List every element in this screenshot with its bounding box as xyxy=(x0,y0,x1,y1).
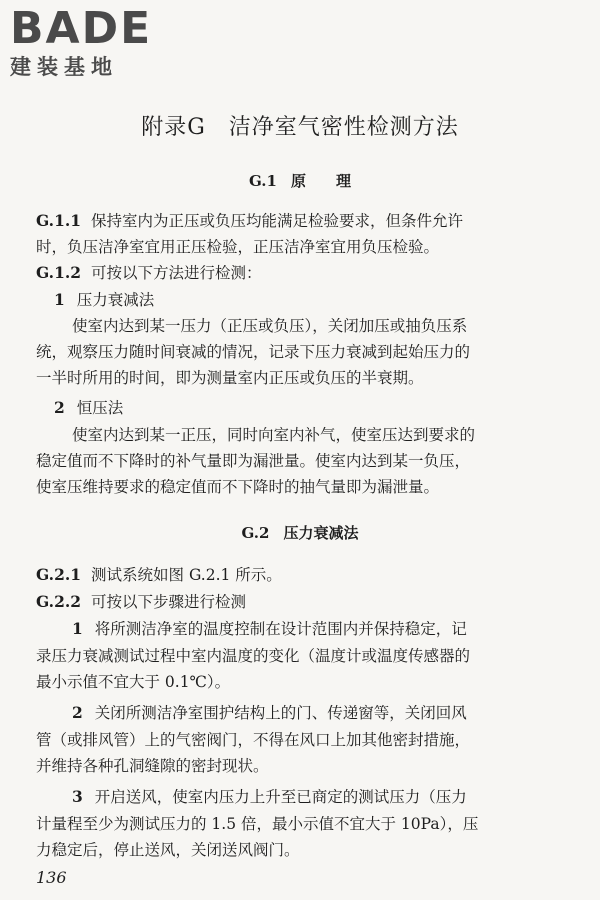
paragraph-line: 时，负压洁净室宜用正压检验，正压洁净室宜用负压检验。 xyxy=(36,238,440,256)
paragraph-line: 使室内达到某一压力（正压或负压），关闭加压或抽负压系 xyxy=(72,317,468,335)
paragraph-text: 可按以下步骤进行检测 xyxy=(91,593,247,611)
clause-g-1-2 xyxy=(36,260,570,286)
bade-logo xyxy=(10,3,153,80)
clause-number: G.2.2 xyxy=(36,592,82,611)
page-number: 136 xyxy=(36,868,67,887)
paragraph-line: 使室内达到某一正压，同时向室内补气，使室压达到要求的 xyxy=(72,426,476,444)
step-number: 3 xyxy=(72,787,83,806)
clause-g-1-1 xyxy=(36,208,570,234)
paragraph-line: 力稳定后，停止送风，关闭送风阀门。 xyxy=(36,841,300,859)
clause-g-2-1 xyxy=(36,562,570,588)
paragraph-text: 关闭所测洁净室围护结构上的门、传递窗等，关闭回风 xyxy=(94,704,467,722)
logo-word: BADE xyxy=(10,3,153,54)
step-2 xyxy=(72,700,600,726)
paragraph-text: 开启送风，使室内压力上升至已商定的测试压力（压力 xyxy=(94,788,467,806)
item-heading-2 xyxy=(54,395,588,421)
item-title: 压力衰减法 xyxy=(76,291,155,309)
paragraph-text: 将所测洁净室的温度控制在设计范围内并保持稳定，记 xyxy=(94,620,467,638)
step-1 xyxy=(72,616,600,642)
paragraph-line: 最小示值不宜大于 0.1℃）。 xyxy=(36,673,231,691)
paragraph-line: 并维持各种孔洞缝隙的密封现状。 xyxy=(36,757,269,775)
item-heading-1 xyxy=(54,287,588,313)
paragraph-text: 测试系统如图 G.2.1 所示。 xyxy=(91,566,282,584)
step-number: 2 xyxy=(72,703,83,722)
clause-g-2-2 xyxy=(36,589,570,615)
appendix-title: 附录G 洁净室气密性检测方法 xyxy=(141,115,459,140)
step-3 xyxy=(72,784,600,810)
clause-number: G.1.2 xyxy=(36,263,82,282)
logo-subtitle: 建装基地 xyxy=(10,55,118,79)
paragraph-line: 计量程至少为测试压力的 1.5 倍，最小示值不宜大于 10Pa），压 xyxy=(36,815,479,833)
item-title: 恒压法 xyxy=(76,399,124,417)
section-heading-g2 xyxy=(0,522,600,543)
section-number: G.2 xyxy=(241,524,270,542)
item-number: 1 xyxy=(54,290,65,309)
paragraph-line: 一半时所用的时间，即为测量室内正压或负压的半衰期。 xyxy=(36,369,424,387)
section-heading-g1 xyxy=(0,170,600,191)
paragraph-line: 稳定值而不下降时的补气量即为漏泄量。使室内达到某一负压， xyxy=(36,452,471,470)
section-title: 原 理 xyxy=(290,172,351,190)
clause-number: G.1.1 xyxy=(36,211,82,230)
paragraph-line: 统，观察压力随时间衰减的情况，记录下压力衰减到起始压力的 xyxy=(36,343,471,361)
step-number: 1 xyxy=(72,619,83,638)
clause-number: G.2.1 xyxy=(36,565,82,584)
paragraph-line: 管（或排风管）上的气密阀门，不得在风口上加其他密封措施， xyxy=(36,731,471,749)
paragraph-text: 可按以下方法进行检测： xyxy=(91,264,262,282)
section-title: 压力衰减法 xyxy=(283,524,359,542)
paragraph-line: 使室压维持要求的稳定值而不下降时的抽气量即为漏泄量。 xyxy=(36,478,440,496)
section-number: G.1 xyxy=(249,172,277,190)
paragraph-line: 录压力衰减测试过程中室内温度的变化（温度计或温度传感器的 xyxy=(36,647,471,665)
item-number: 2 xyxy=(54,398,65,417)
paragraph-text: 保持室内为正压或负压均能满足检验要求，但条件允许 xyxy=(91,212,464,230)
